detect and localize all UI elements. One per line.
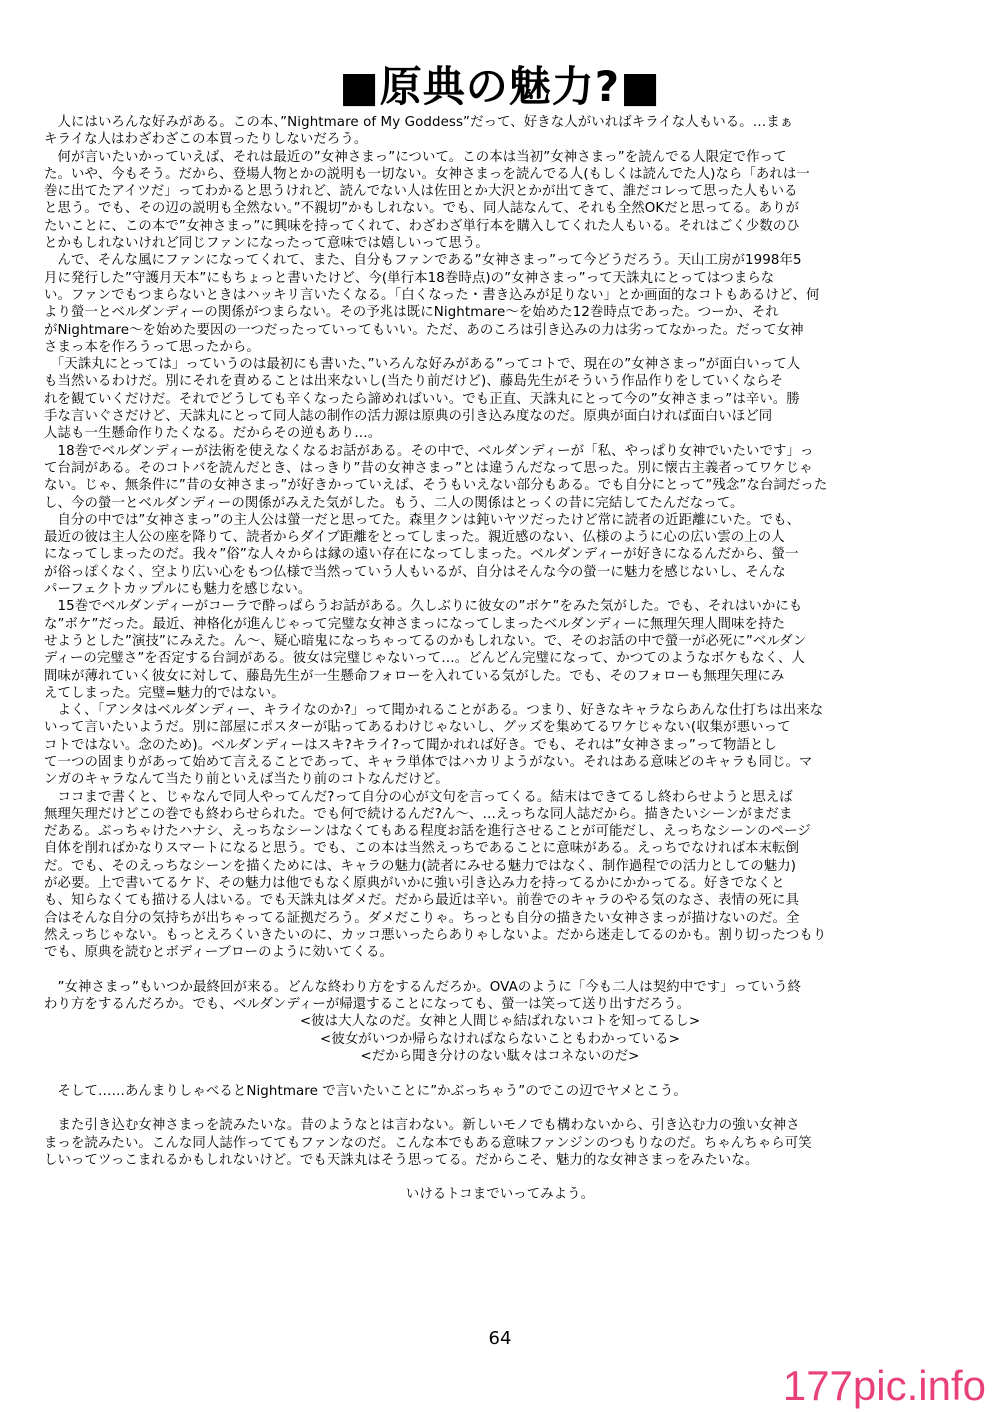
- text-line: と思う。でも、その辺の説明も全然ない。”不親切”かもしれない。でも、同人誌なんて、それも全然OKだと思ってる。ありが: [44, 201, 800, 217]
- text-line: 自体を削ればかなりスマートになると思う。でも、この本は当然えっちであることに意味がある。えっちでなければ本末転倒: [44, 841, 799, 857]
- text-line: て台詞がある。そのコトバを読んだとき、はっきり”昔の女神さまっ”とは違うんだなって思った。別に懐古主義者ってワケじゃ: [44, 460, 813, 476]
- text-line: も当然いるわけだ。別にそれを責めることは出来ないし(当たり前だけど)、藤島先生がそういう作品作りをしていくならそ: [44, 374, 784, 390]
- page-title: ■原典の魅力?■: [339, 62, 661, 111]
- text-line: 然えっちじゃない。もっとえろくいきたいのに、カッコ悪いったらありゃしないよ。だから迷走してるのかも。割り切ったつもり: [44, 927, 827, 943]
- text-line: 15巻でベルダンディーがコーラで酔っぱらうお話がある。久しぶりに彼女の”ボケ”をみた気がした。でも、それはいかにも: [44, 599, 803, 615]
- text-line: ”女神さまっ”もいつか最終回が来る。どんな終わり方をするんだろか。OVAのように「今も二人は契約中です」っていう終: [44, 979, 802, 995]
- text-line: れを観ていくだけだ。それでどうしても辛くなったら諦めればいい。でも正直、天誅丸にとって今の”女神さまっ”は辛い。勝: [44, 391, 800, 407]
- text-line: 合はそんな自分の気持ちが出ちゃってる証拠だろう。ダメだこりゃ。ちっとも自分の描きたい女神さまっが描けないのだ。全: [44, 910, 800, 926]
- text-line: [44, 1100, 956, 1117]
- text-line: し、今の螢一とベルダンディーの関係がみえた気がした。もう、二人の関係はとっくの昔に完結してたんだなって。: [44, 495, 744, 511]
- text-line: でも、原典を読むとボディーブローのように効いてくる。: [44, 945, 394, 961]
- text-line: 自分の中では”女神さまっ”の主人公は螢一だと思ってた。森里クンは鈍いヤツだったけど常に読者の近距離にいた。でも、: [44, 512, 801, 528]
- essay-body: [44, 114, 956, 1204]
- text-line: わり方をするんだろか。でも、ベルダンディーが帰還することになっても、螢一は笑って送り出すだろう。: [44, 997, 691, 1013]
- site-watermark: 177pic.info: [782, 1362, 986, 1409]
- text-line: さまっ本を作ろうって思ったから。: [44, 339, 260, 355]
- text-line: て一つの固まりがあって始めて言えることであって、キャラ単体ではハカリようがない。それはある意味どのキャラも同じ。マ: [44, 754, 813, 770]
- text-line: [44, 962, 956, 979]
- text-line: がNightmare〜を始めた要因の一つだったっていってもいい。ただ、あのころは引き込みの力は劣ってなかった。だって女神: [44, 322, 804, 338]
- text-line: せようとした”演技”にみえた。ん〜、疑心暗鬼になっちゃってるのかもしれない。で、そのお話の中で螢一が必死に”ベルダン: [44, 633, 807, 649]
- text-line: 無理矢理だけどこの巻でも終わらせられた。でも何で続けるんだ?ん〜、…えっちな同人誌だから。描きたいシーンがまだま: [44, 806, 793, 822]
- text-line: だ。でも、そのえっちなシーンを描くためには、キャラの魅力(読者にみせる魅力ではなく、制作過程での活力としての魅力): [44, 858, 797, 874]
- text-line: <彼女がいつか帰らなければならないこともわかっている>: [320, 1031, 680, 1047]
- text-line: えてしまった。完璧=魅力的ではない。: [44, 685, 285, 701]
- text-line: 月に発行した”守護月天本”にもちょっと書いたけど、今(単行本18巻時点)の”女神さまっ”って天誅丸にとってはつまらな: [44, 270, 775, 286]
- text-line: コトではない。念のため)。ベルダンディーはスキ?キライ?って聞かれれば好き。でも、それは”女神さまっ”って物語とし: [44, 737, 777, 753]
- text-line: いって言いたいようだ。別に部屋にポスターが貼ってあるわけじゃないし、グッズを集めてるワケじゃない(収集が悪いって: [44, 720, 791, 736]
- text-line: 18巻でベルダンディーが法術を使えなくなるお話がある。その中で、ベルダンディーが「私、やっぱり女神でいたいです」っ: [44, 443, 814, 459]
- text-line: とかもしれないけれど同じファンになったって意味では嬉しいって思う。: [44, 236, 489, 252]
- text-line: 手な言いぐさだけど、天誅丸にとって同人誌の制作の活力源は原典の引き込み度なのだ。原典が面白ければ面白いほど同: [44, 409, 773, 425]
- text-line: ない。じゃ、無条件に”昔の女神さまっ”が好きかっていえば、そうもいえない部分もある。でも自分にとって”残念”な台詞だった: [44, 478, 828, 494]
- text-line: ディーの完璧さ”を否定する台詞がある。彼女は完璧じゃないって…。どんどん完璧になって、かつてのようなボケもなく、人: [44, 651, 805, 667]
- text-line: 間味が薄れていく彼女に対して、藤島先生が一生懸命フォローを入れている気がした。でも、そのフォローも無理矢理にみ: [44, 668, 785, 684]
- text-line: また引き込む女神さまっを読みたいな。昔のようなとは言わない。新しいモノでも構わないから、引き込む力の強い女神さ: [44, 1118, 800, 1134]
- text-line: た。いや、今もそう。だから、登場人物とかの説明も一切ない。女神さまっを読んでる人(もしくは読んでた人)なら「あれは一: [44, 166, 810, 182]
- text-line: キライな人はわざわざこの本買ったりしないだろう。: [44, 132, 368, 148]
- text-line: <だから聞き分けのない駄々はコネないのだ>: [360, 1049, 640, 1065]
- text-line: が俗っぽくなく、空より広い心をもつ仏様で当然っていう人もいるが、自分はそんな今の螢一に魅力を感じないし、そんな: [44, 564, 786, 580]
- text-line: より螢一とベルダンディーの関係がつまらない。その予兆は既にNightmare〜を始めた12巻時点であった。つーか、それ: [44, 305, 779, 321]
- text-line: しいってツっこまれるかもしれないけど。でも天誅丸はそう思ってる。だからこそ、魅力的な女神さまっをみたいな。: [44, 1152, 759, 1168]
- text-line: んで、そんな風にファンになってくれて、また、自分もファンである”女神さまっ”って今どうだろう。天山工房が1998年5: [44, 253, 802, 269]
- text-line: だある。ぶっちゃけたハナシ、えっちなシーンはなくてもある程度お話を進行させることが可能だし、えっちなシーンのページ: [44, 824, 811, 840]
- text-line: になってしまったのだ。我々”俗”な人々からは縁の遠い存在になってしまった。ベルダンディーが好きになるんだから、螢一: [44, 547, 799, 563]
- text-line: 「天誅丸にとっては」っていうのは最初にも書いた、”いろんな好みがある”ってコトで、現在の”女神さまっ”が面白いって人: [44, 357, 801, 373]
- text-line: 巻に出てたアイツだ」ってわかると思うけれど、読んでない人は佐田とか大沢とかが出てきて、誰だコレって思った人もいる: [44, 184, 798, 200]
- text-line: <彼は大人なのだ。女神と人間じゃ結ばれないコトを知ってるし>: [299, 1014, 701, 1030]
- text-line: ンガのキャラなんて当たり前といえば当たり前のコトなんだけど。: [44, 772, 449, 788]
- text-line: いけるトコまでいってみよう。: [405, 1187, 595, 1203]
- text-line: い。ファンでもつまらないときはハッキリ言いたくなる。「白くなった・書き込みが足りない」とか画面的なコトもあるけど、何: [44, 287, 820, 303]
- text-line: まっを読みたい。こんな同人誌作っててもファンなのだ。こんな本でもある意味ファンジンのつもりなのだ。ちゃんちゃら可笑: [44, 1135, 812, 1151]
- text-line: 最近の彼は主人公の座を降りて、読者からダイブ距離をとってしまった。親近感のない、仏様のように心の広い雲の上の人: [44, 530, 785, 546]
- text-line: が必要。上で書いてるケド、その魅力は他でもなく原典がいかに強い引き込み力を持ってるかにかかってる。好きでなくと: [44, 876, 785, 892]
- text-line: よく、「アンタはベルダンディー、キライなのか?」って聞かれることがある。つまり、好きなキャラならあんな仕打ちは出来な: [44, 703, 824, 719]
- text-line: 何が言いたいかっていえば、それは最近の”女神さまっ”について。この本は当初”女神さまっ”を読んでる人限定で作って: [44, 149, 787, 165]
- text-line: そして……あんまりしゃべるとNightmare で言いたいことに”かぶっちゃう”のでこの辺でヤメとこう。: [44, 1083, 687, 1099]
- text-line: な”ボケ”だった。最近、神格化が進んじゃって完璧な女神さまっになってしまったベルダンディーに無理矢理人間味を持た: [44, 616, 786, 632]
- text-line: ココまで書くと、じゃなんで同人やってんだ?って自分の心が文句を言ってくる。結末はできてるし終わらせようと思えば: [44, 789, 793, 805]
- page-number: 64: [488, 1328, 512, 1349]
- text-line: 人にはいろんな好みがある。この本、”Nightmare of My Goddess”だって、好きな人がいればキライな人もいる。…まぁ: [44, 115, 794, 130]
- text-line: 人誌も一生懸命作りたくなる。だからその逆もあり…。: [44, 426, 382, 442]
- text-line: たいことに、この本で”女神さまっ”に興味を持ってくれて、わざわざ単行本を購入してくれた人もいる。それはごく少数のひ: [44, 218, 800, 234]
- text-line: も、知らなくても描ける人はいる。でも天誅丸はダメだ。だから最近は辛い。前巻でのキャラのやる気のなさ、表情の死に具: [44, 893, 799, 909]
- text-line: パーフェクトカップルにも魅力を感じない。: [44, 582, 312, 598]
